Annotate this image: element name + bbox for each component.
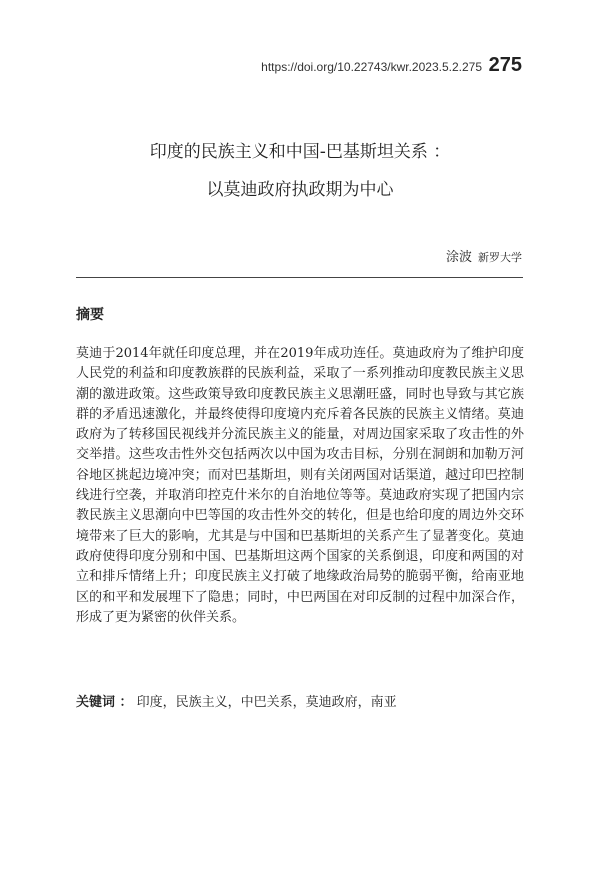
author-name: 涂波 [445,250,472,265]
article-subtitle: 以莫迪政府执政期为中心 [206,180,394,200]
page-number: 275 [488,54,522,76]
author-affiliation: 新罗大学 [478,251,522,264]
abstract-heading: 摘要 [76,307,104,323]
doi-link[interactable]: https://doi.org/10.22743/kwr.2023.5.2.275 [261,60,482,74]
abstract-body: 莫迪于2014年就任印度总理，并在2019年成功连任。莫迪政府为了维护印度人民党的利益和印度教族群的民族利益，采取了一系列推动印度教民族主义思潮的激进政策。这些政策导致印度教民族主义思潮旺盛，同时也导致与其它族群的矛盾迅速激化，并最终使得印度境内充斥着各民族的民族主义情绪。莫迪政府为了转移国民视线并分流民族主义的能量，对周边国家采取了攻击性的外交举措。这些攻击性外交包括两次以中国为攻击目标，分别在洞朗和加勒万河谷地区挑起边境冲突；而对巴基斯坦，则有关闭两国对话渠道，越过印巴控制线进行空袭，并取消印控克什米尔的自治地位等等。莫迪政府实现了把国内宗教民族主义思潮向中巴等国的攻击性外交的转化，但是也给印度的周边外交环境带来了巨大的影响，尤其是与中国和巴基斯坦的关系产生了显著变化。莫迪政府使得印度分别和中国、巴基斯坦这两个国家的关系倒退，印度和两国的对立和排斥情绪上升；印度民族主义打破了地缘政治局势的脆弱平衡，给南亚地区的和平和发展埋下了隐患；同时，中巴两国在对印反制的过程中加深合作，形成了更为紧密的伙伴关系。 [76,346,524,625]
keywords-line [76,691,397,710]
keywords-list: 印度，民族主义，中巴关系，莫迪政府，南亚 [136,695,397,710]
header-divider [76,277,523,278]
keywords-label: 关键词 ： [76,695,133,710]
author-line [446,246,522,265]
article-title: 印度的民族主义和中国-巴基斯坦关系 ： [149,142,451,162]
